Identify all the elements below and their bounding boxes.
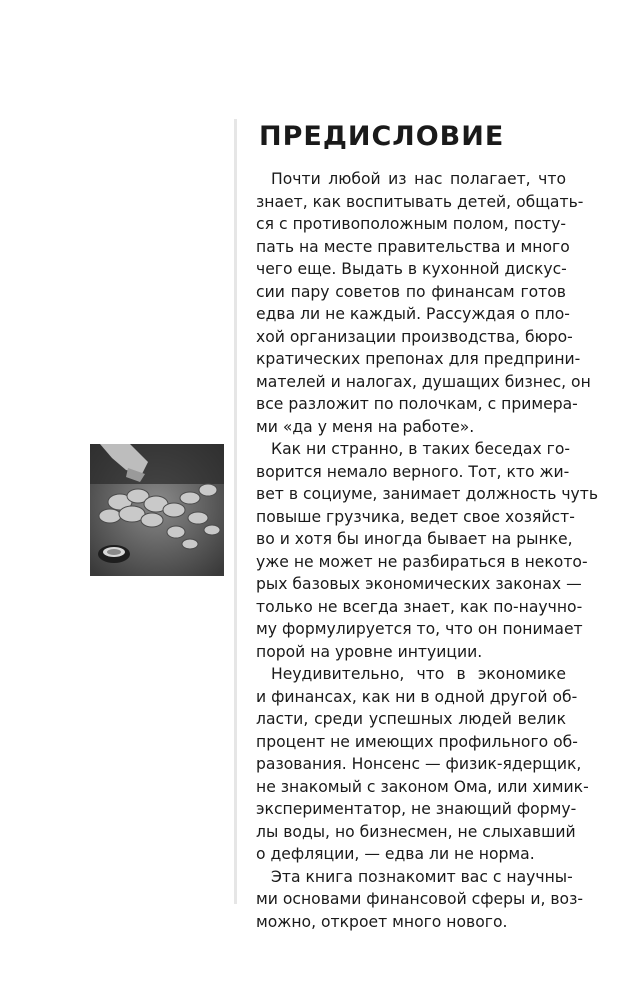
paragraph [256,168,591,438]
text-line: мателей и налогах, душащих бизнес, он [256,372,591,391]
body-text [256,168,599,933]
text-line: во и хотя бы иногда бывает на рынке, [256,530,573,548]
text-line: рых базовых экономических законах — [256,575,582,593]
text-line: ми основами финансовой сферы и, воз- [256,890,584,908]
text-line: чего еще. Выдать в кухонной дискус- [256,260,567,278]
text-line: ласти, среди успешных людей велик [256,710,566,728]
text-line: процент не имеющих профильного об- [256,732,578,751]
text-line: все разложит по полочкам, с примера- [256,395,578,413]
text-line: ворится немало верного. Тот, кто жи- [256,462,570,481]
text-line: уже не может не разбираться в некото- [256,552,588,571]
text-line: о дефляции, — едва ли не норма. [256,845,535,863]
text-line: лы воды, но бизнесмен, не слыхавший [256,822,576,841]
text-line: пать на месте правительства и много [256,237,570,256]
text-line: и финансах, как ни в одной другой об- [256,687,578,706]
text-line: сии пару советов по финансам готов [256,282,566,301]
text-line: Почти любой из нас полагает, что [271,170,566,188]
text-line: повыше грузчика, ведет свое хозяйст- [256,507,575,526]
text-line: ся с противоположным полом, посту- [256,215,566,233]
text-line: вет в социуме, занимает должность чуть [256,485,599,503]
paragraph [256,663,589,866]
paragraph [256,866,584,934]
text-line: только не всегда знает, как по-научно- [256,597,583,616]
text-line: Эта книга познакомит вас с научны- [271,867,573,886]
text-line: кратических препонах для предприни- [256,350,581,368]
text-line: хой организации производства, бюро- [256,327,573,346]
text-line: едва ли не каждый. Рассуждая о пло- [256,305,570,323]
text-line: Как ни странно, в таких беседах го- [271,440,571,458]
text-line: му формулируется то, что он понимает [256,620,583,638]
text-line: разования. Нонсенс — физик-ядерщик, [256,755,582,773]
text-line: можно, откроет много нового. [256,912,508,931]
coins-photo [90,444,224,576]
page-title: ПРЕДИСЛОВИЕ [259,121,505,152]
text-line: экспериментатор, не знающий форму- [256,800,577,818]
text-line: порой на уровне интуиции. [256,642,483,661]
text-line: знает, как воспитывать детей, общать- [256,192,584,211]
vertical-divider [234,119,237,904]
text-line: ми «да у меня на работе». [256,417,475,436]
text-line: Неудивительно, что в экономике [271,665,566,683]
text-line: не знакомый с законом Ома, или химик- [256,777,589,796]
paragraph [256,438,599,663]
